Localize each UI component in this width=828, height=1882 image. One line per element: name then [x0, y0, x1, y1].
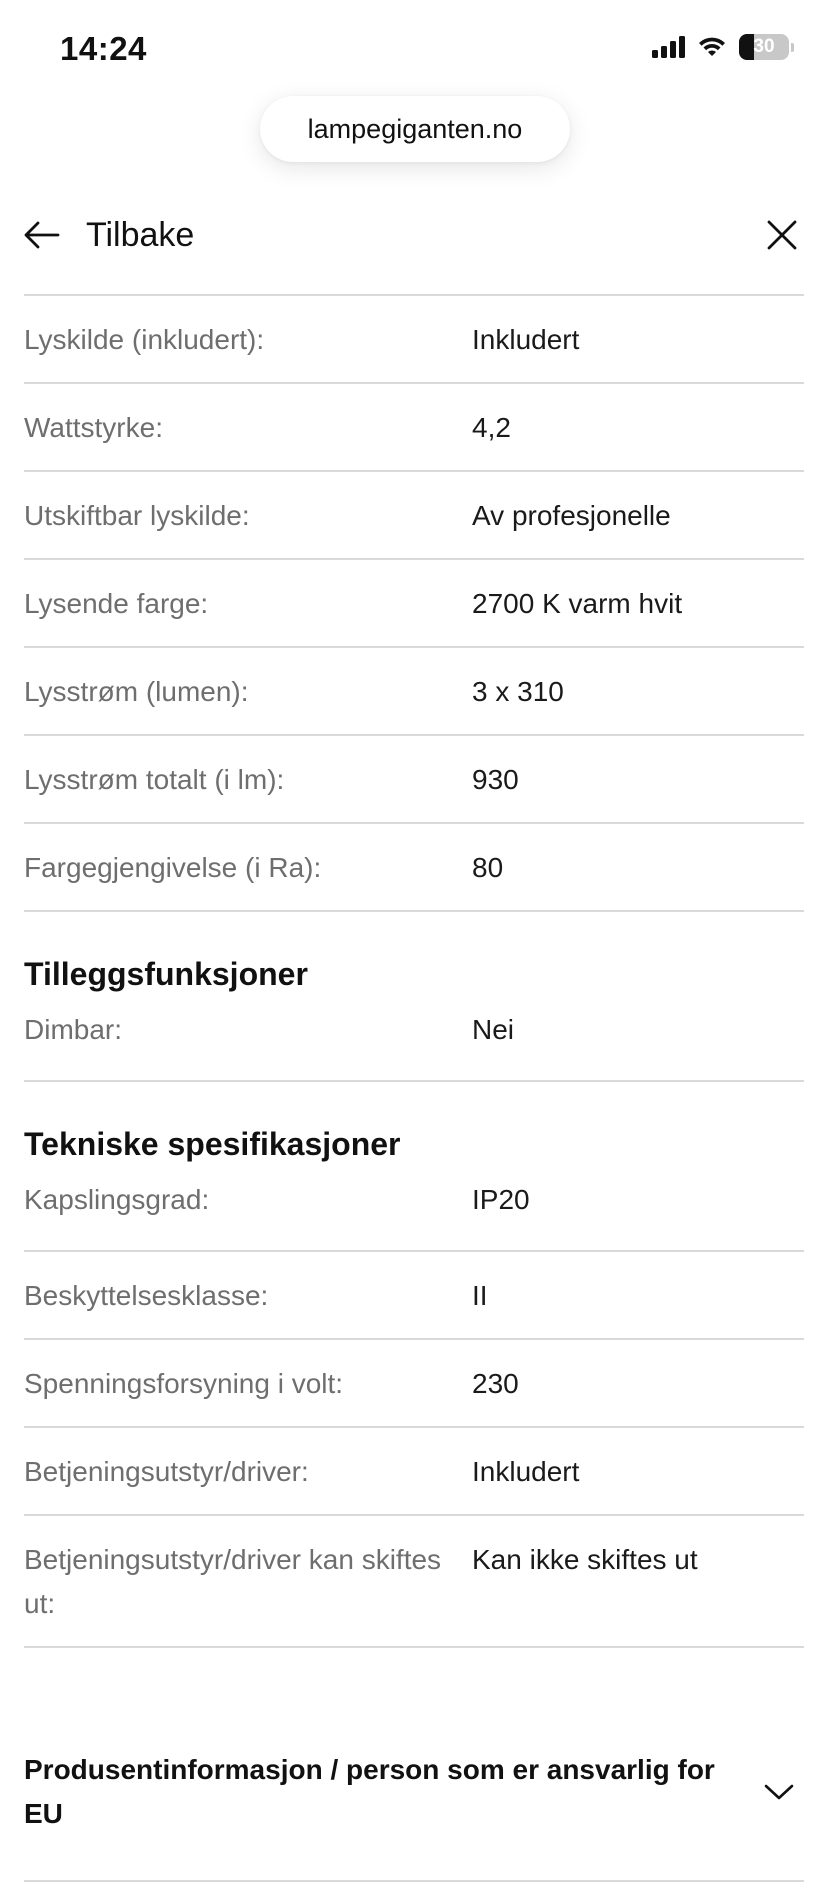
spec-value: Nei [472, 1014, 515, 1045]
spec-row [24, 558, 804, 646]
accordion-manufacturer-info[interactable] [24, 1728, 804, 1882]
spec-label: Lysstrøm (lumen): [24, 676, 249, 707]
spec-label: Lyskilde (inkludert): [24, 324, 265, 355]
spec-row [24, 822, 804, 910]
cellular-signal-icon [652, 36, 685, 58]
spec-value: 4,2 [472, 412, 511, 443]
spec-label: Betjeningsutstyr/driver: [24, 1456, 309, 1487]
arrow-left-icon [24, 221, 60, 249]
spec-label: Wattstyrke: [24, 412, 163, 443]
spec-value: Av profesjonelle [472, 500, 671, 531]
status-time: 14:24 [60, 30, 147, 67]
divider [24, 910, 804, 912]
divider [24, 1080, 804, 1082]
spec-label: Betjeningsutstyr/driver kan skiftes ut: [24, 1544, 442, 1619]
battery-icon [739, 34, 789, 60]
divider [24, 1646, 804, 1648]
url-bar[interactable] [260, 96, 570, 162]
spec-row [24, 470, 804, 558]
spec-value: Kan ikke skiftes ut [472, 1544, 698, 1575]
spec-row [24, 382, 804, 470]
spec-label: Utskiftbar lyskilde: [24, 500, 250, 531]
url-text: lampegiganten.no [307, 113, 523, 144]
accordion-title: Produsentinformasjon / person som er ansvarlig for EU [24, 1754, 715, 1829]
spec-value: 3 x 310 [472, 676, 564, 707]
battery-percent: 30 [753, 36, 775, 57]
spec-content [24, 294, 804, 1882]
spec-value: Inkludert [472, 1456, 580, 1487]
status-icons [652, 34, 794, 60]
spec-list-extra [24, 1004, 804, 1082]
spec-list-tech [24, 1174, 804, 1648]
back-button[interactable] [24, 216, 194, 255]
spec-label: Lysende farge: [24, 588, 209, 619]
status-bar [0, 0, 828, 100]
battery-cap [791, 43, 794, 52]
spec-value: 230 [472, 1368, 519, 1399]
close-icon [767, 220, 797, 250]
spec-row [24, 1426, 804, 1514]
close-button[interactable] [760, 213, 804, 257]
spec-row [24, 734, 804, 822]
spec-value: 80 [472, 852, 504, 883]
chevron-down-icon [762, 1775, 796, 1809]
spec-row [24, 1514, 804, 1646]
spec-label: Lysstrøm totalt (i lm): [24, 764, 285, 795]
spec-value: IP20 [472, 1184, 530, 1215]
spec-label: Kapslingsgrad: [24, 1184, 210, 1215]
spec-value: Inkludert [472, 324, 580, 355]
spec-label: Fargegjengivelse (i Ra): [24, 852, 322, 883]
spec-row [24, 1250, 804, 1338]
spec-row [24, 1174, 804, 1250]
nav-header [24, 200, 804, 270]
section-title-technical-specs: Tekniske spesifikasjoner [24, 1126, 401, 1162]
spec-value: 2700 K varm hvit [472, 588, 683, 619]
spec-label: Beskyttelsesklasse: [24, 1280, 269, 1311]
spec-label: Spenningsforsyning i volt: [24, 1368, 344, 1399]
spec-value: 930 [472, 764, 519, 795]
wifi-icon [697, 36, 727, 58]
spec-row [24, 294, 804, 382]
section-title-extra-features: Tilleggsfunksjoner [24, 956, 308, 992]
spec-row [24, 1338, 804, 1426]
spec-label: Dimbar: [24, 1014, 123, 1045]
spec-row [24, 646, 804, 734]
spec-value: II [472, 1280, 488, 1311]
spec-list-main [24, 294, 804, 912]
back-label: Tilbake [86, 215, 195, 254]
spec-row [24, 1004, 804, 1080]
